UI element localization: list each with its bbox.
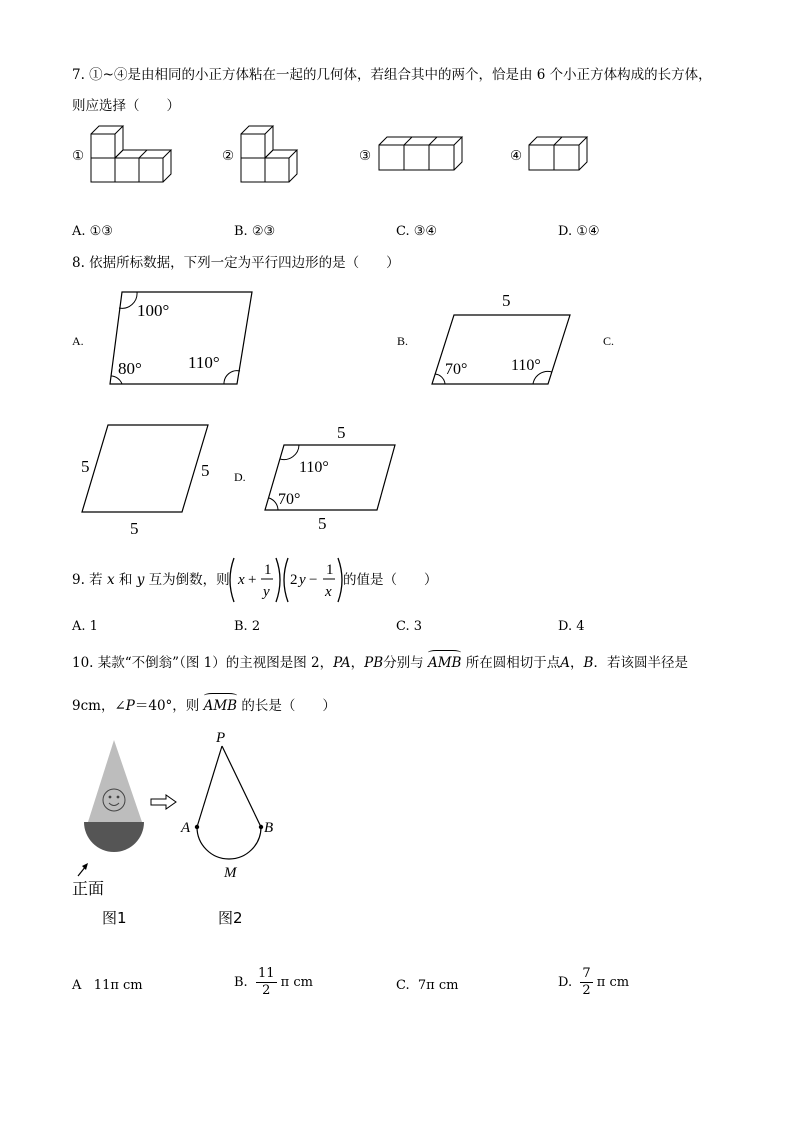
q7-option-c[interactable]: C. ③④: [396, 224, 438, 239]
q8-c-left-5: 5: [81, 457, 90, 476]
svg-text:1: 1: [264, 562, 272, 578]
fig2-point-b: B: [264, 820, 274, 836]
q7-fig3-label: ③: [359, 148, 372, 164]
fig2-point-p: P: [216, 730, 226, 746]
q10-figure1-tumbler: [70, 738, 170, 898]
q8-option-d-label[interactable]: D.: [234, 470, 246, 484]
q10-stem-line1: 10. 某款“不倒翁”（图 1）的主视图是图 2，PA，PB分别与 AMB 所在圆相切于点A，B．若该圆半径是: [72, 653, 688, 673]
q8-b-angle-70: 70°: [445, 361, 468, 378]
q8-figure-a: [100, 288, 260, 388]
q7-fig4-label: ④: [510, 148, 523, 164]
q9-option-d[interactable]: D. 4: [558, 619, 585, 634]
q7-fig1-cubes: [90, 124, 180, 186]
svg-text:+: +: [248, 572, 257, 588]
q8-c-bottom-5: 5: [130, 519, 139, 538]
q7-fig3-cubes: [378, 136, 468, 176]
q7-stem-line1: 7. ①~④是由相同的小正方体粘在一起的几何体，若组合其中的两个，恰是由 6 个小正方体构成的长方体，: [72, 67, 712, 83]
fig2-point-m: M: [224, 865, 237, 881]
q8-b-side-5: 5: [502, 291, 511, 310]
q8-a-angle-110: 110°: [188, 353, 220, 372]
q8-figure-d: [262, 422, 402, 537]
q8-option-c-label[interactable]: C.: [603, 334, 615, 348]
q9-stem: 9. 若 x 和 y 互为倒数，则: [72, 572, 230, 588]
q8-a-angle-100: 100°: [137, 301, 170, 320]
q8-stem: 8. 依据所标数据，下列一定为平行四边形的是（ ）: [72, 255, 400, 271]
q7-fig4-cubes: [528, 136, 594, 176]
fig2-point-a: A: [181, 820, 191, 836]
q10-option-d[interactable]: D. $\frac{7}{2}$ π cm: [558, 966, 630, 998]
q9-expression: [226, 556, 346, 604]
svg-text:x: x: [238, 572, 245, 588]
q7-option-d[interactable]: D. ①④: [558, 224, 600, 239]
q7-fig2-label: ②: [222, 148, 235, 164]
q10-option-b[interactable]: B. $\frac{11}{2}$ π cm: [234, 966, 313, 998]
svg-text:−: −: [309, 572, 318, 588]
q8-c-right-5: 5: [201, 461, 210, 480]
q8-b-angle-110: 110°: [511, 357, 541, 374]
q10-fig2-caption: 图2: [218, 909, 243, 927]
q7-option-b[interactable]: B. ②③: [234, 224, 276, 239]
q7-fig2-cubes: [240, 124, 306, 186]
arrow-right-icon: [150, 794, 178, 810]
q8-d-top-5: 5: [337, 423, 346, 442]
svg-text:2: 2: [290, 572, 298, 588]
q8-option-b-label[interactable]: B.: [397, 334, 409, 348]
q8-d-angle-70: 70°: [278, 491, 301, 508]
q9-option-a[interactable]: A. 1: [72, 619, 98, 634]
svg-text:x: x: [325, 584, 332, 600]
q7-fig1-label: ①: [72, 148, 85, 164]
q8-option-a-label[interactable]: A.: [72, 334, 84, 348]
q8-d-angle-110: 110°: [299, 459, 329, 476]
q8-figure-c: [75, 420, 215, 540]
q7-stem-line2: 则应选择（ ）: [72, 98, 180, 114]
q9-option-b[interactable]: B. 2: [234, 619, 261, 634]
q8-a-angle-80: 80°: [118, 359, 142, 378]
svg-text:y: y: [299, 572, 306, 588]
q10-fig1-front-label: 正面: [72, 879, 105, 898]
svg-text:1: 1: [326, 562, 334, 578]
q10-option-c[interactable]: C. 7π cm: [396, 978, 459, 993]
q8-figure-b: [425, 290, 585, 390]
q10-fig1-caption: 图1: [102, 909, 127, 927]
q9-stem-tail: 的值是（ ）: [343, 572, 438, 588]
svg-text:y: y: [263, 584, 270, 600]
q10-stem-line2: 9cm，∠P＝40°，则 AMB 的长是（ ）: [72, 696, 336, 716]
q7-option-a[interactable]: A. ①③: [72, 224, 113, 239]
q9-option-c[interactable]: C. 3: [396, 619, 423, 634]
q8-d-bottom-5: 5: [318, 514, 327, 533]
q10-option-a[interactable]: A 11π cm: [72, 978, 143, 993]
q10-figure2: [178, 728, 288, 888]
